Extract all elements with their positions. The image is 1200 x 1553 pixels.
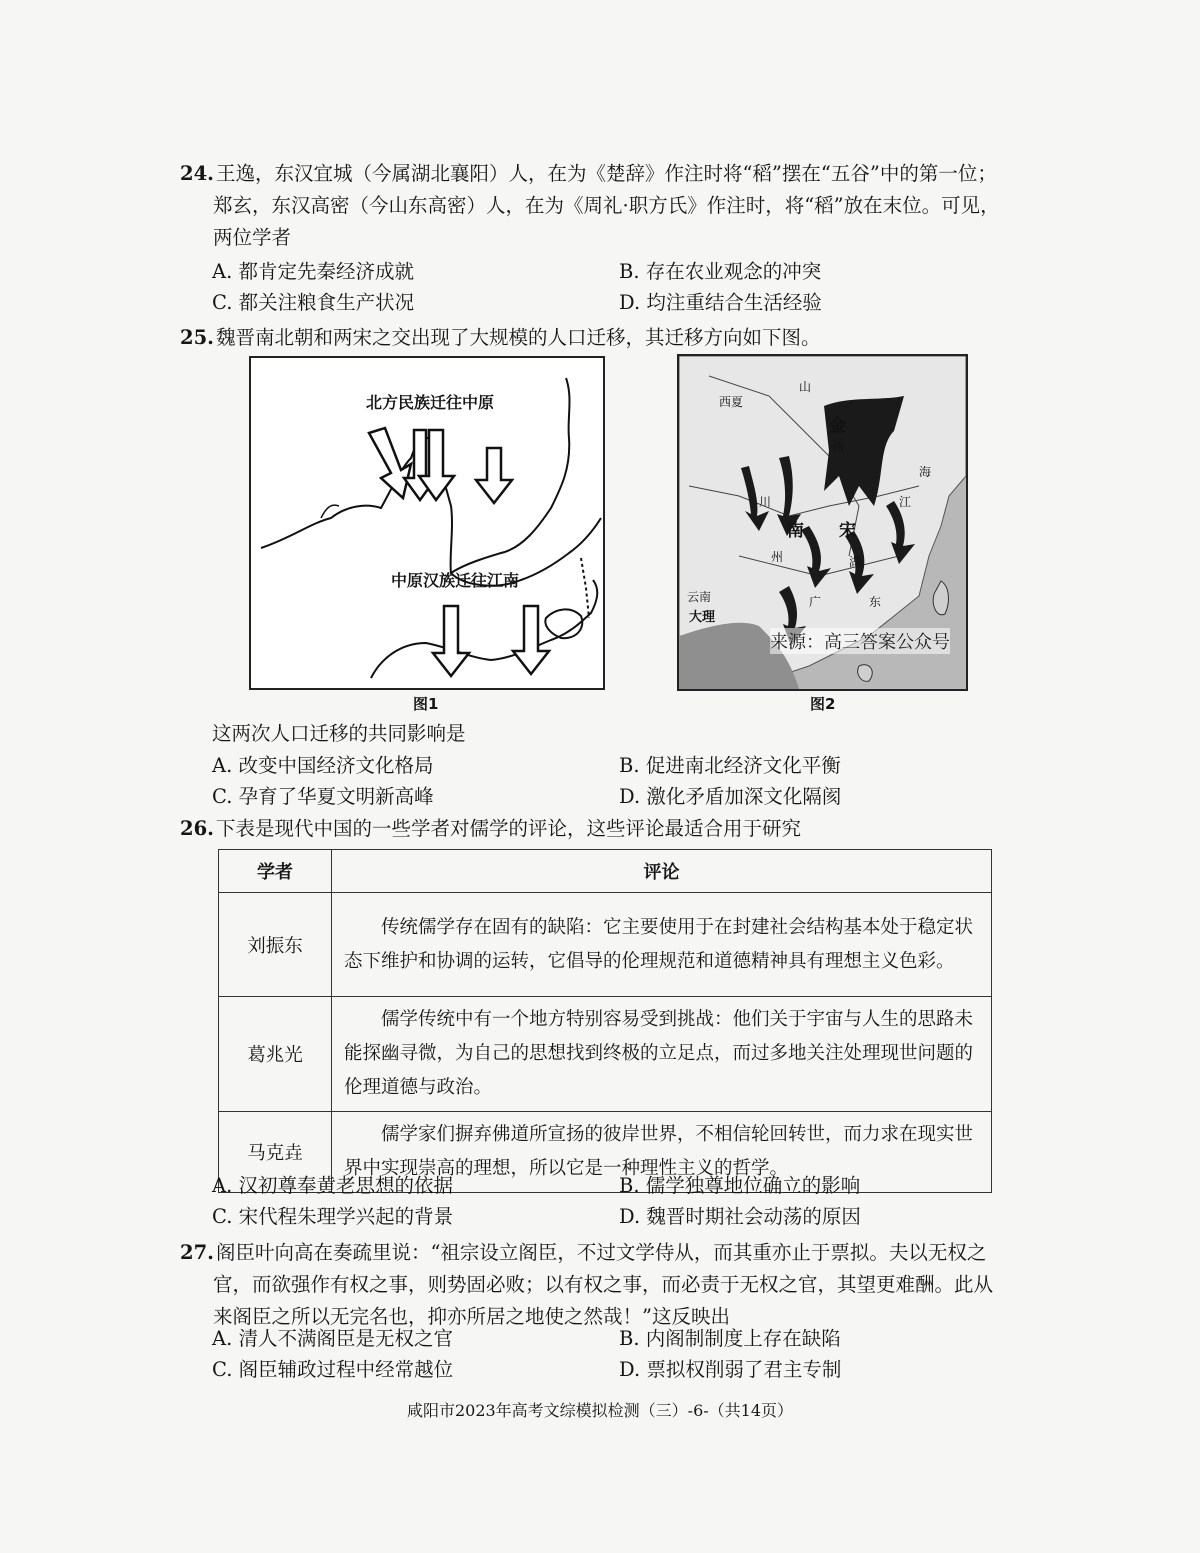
map-1-label-north: 北方民族迁往中原 [366,393,495,412]
question-26-stem [180,813,1000,845]
migration-map-1 [249,356,605,690]
question-25-text: 魏晋南北朝和两宋之交出现了大规模的人口迁移，其迁移方向如下图。 [215,326,821,349]
question-27-option-d[interactable]: D. 票拟权削弱了君主专制 [619,1358,842,1381]
question-27-option-a[interactable]: A. 清人不满阁臣是无权之官 [212,1327,453,1350]
map-2-label-xi: 西 [832,440,845,454]
scholar-name: 刘振东 [219,893,332,997]
map-2-label-yunnan: 云南 [687,590,712,604]
question-26-number: 26. [180,817,214,840]
map-2-label-zhou: 州 [771,550,784,564]
map-2-label-hu: 湖 [849,555,862,569]
question-24-option-b[interactable]: B. 存在农业观念的冲突 [619,260,822,283]
map-2-label-dong: 东 [869,595,882,609]
question-27-option-c[interactable]: C. 阁臣辅政过程中经常越位 [212,1358,454,1381]
question-25-option-c[interactable]: C. 孕育了华夏文明新高峰 [212,785,434,808]
question-26-option-d[interactable]: D. 魏晋时期社会动荡的原因 [619,1205,861,1228]
question-24 [180,158,1000,254]
question-26 [180,813,1000,845]
map-2-label-nan: 南 [787,521,804,541]
question-24-number: 24. [180,162,214,185]
question-27-stem [180,1237,1000,1333]
question-27 [180,1237,1000,1333]
scholar-comment: 儒学家们摒弃佛道所宣扬的彼岸世界，不相信轮回转世，而力求在现实世界中实现崇高的理想，所以它是一种理性主义的哲学。 [332,1112,992,1193]
page-footer: 咸阳市2023年高考文综模拟检测（三）-6-（共14页） [406,1401,794,1420]
question-27-text: 阁臣叶向高在奏疏里说：“祖宗设立阁臣，不过文学侍从，而其重亦止于票拟。夫以无权之官，而欲强作有权之事，则势固必败；以有权之事，而必责于无权之官，其望更难酬。此从来阁臣之所以无完名也，抑亦所居之地使之然哉！”这反映出 [213,1241,994,1328]
map-1-south-arrows [433,606,549,676]
question-26-option-a[interactable]: A. 汉初尊奉黄老思想的依据 [212,1174,453,1197]
question-25-prompt: 这两次人口迁移的共同影响是 [212,722,466,745]
question-26-text: 下表是现代中国的一些学者对儒学的评论，这些评论最适合用于研究 [215,817,801,840]
map-2-label-dali: 大理 [689,610,716,625]
scholar-name: 马克垚 [219,1112,332,1193]
question-24-stem [180,158,1000,254]
table-header-scholar: 学者 [219,850,332,893]
scholar-name: 葛兆光 [219,997,332,1112]
table-row [219,997,992,1112]
scholar-comment: 儒学传统中有一个地方特别容易受到挑战：他们关于宇宙与人生的思路未能探幽寻微，为自己的思想找到终极的立足点，而过多地关注处理现世问题的伦理道德与政治。 [332,997,992,1112]
question-27-option-b[interactable]: B. 内阁制制度上存在缺陷 [619,1327,841,1350]
question-24-option-c[interactable]: C. 都关注粮食生产状况 [212,291,415,314]
source-watermark: 来源：高三答案公众号 [770,628,950,654]
map-1-caption: 图1 [413,695,439,713]
question-26-option-c[interactable]: C. 宋代程朱理学兴起的背景 [212,1205,454,1228]
question-24-option-a[interactable]: A. 都肯定先秦经济成就 [212,260,414,283]
question-25-option-b[interactable]: B. 促进南北经济文化平衡 [619,754,841,777]
scholar-comment: 传统儒学存在固有的缺陷：它主要使用于在封建社会结构基本处于稳定状态下维护和协调的运转，它倡导的伦理规范和道德精神具有理想主义色彩。 [332,893,992,997]
map-2-label-xixia: 西夏 [719,395,744,409]
question-25 [180,322,1000,354]
map-2-label-jin: 金 [829,416,846,436]
map-2-label-hai: 海 [919,465,932,479]
map-2-label-guang: 广 [809,595,822,609]
map-2-label-song: 宋 [839,521,856,541]
question-24-option-d[interactable]: D. 均注重结合生活经验 [619,291,822,314]
question-26-option-b[interactable]: B. 儒学独尊地位确立的影响 [619,1174,861,1197]
table-row [219,893,992,997]
question-25-stem [180,322,1000,354]
question-25-number: 25. [180,326,214,349]
table-header-row [219,850,992,893]
question-25-option-d[interactable]: D. 激化矛盾加深文化隔阂 [619,785,842,808]
question-27-number: 27. [180,1241,214,1264]
map-2-caption: 图2 [810,695,836,713]
scholar-comments-table [218,849,992,1193]
map-2-label-jiang: 江 [899,495,912,509]
table-header-comment: 评论 [332,850,992,893]
map-1-label-south: 中原汉族迁往江南 [391,571,520,590]
map-2-label-shan: 山 [799,380,812,394]
question-24-text: 王逸，东汉宜城（今属湖北襄阳）人，在为《楚辞》作注时将“稻”摆在“五谷”中的第一位；郑玄，东汉高密（今山东高密）人，在为《周礼·职方氏》作注时，将“稻”放在末位。可见，两位学者 [213,162,1000,249]
question-25-option-a[interactable]: A. 改变中国经济文化格局 [212,754,434,777]
map-2-label-chuan: 川 [759,495,772,509]
